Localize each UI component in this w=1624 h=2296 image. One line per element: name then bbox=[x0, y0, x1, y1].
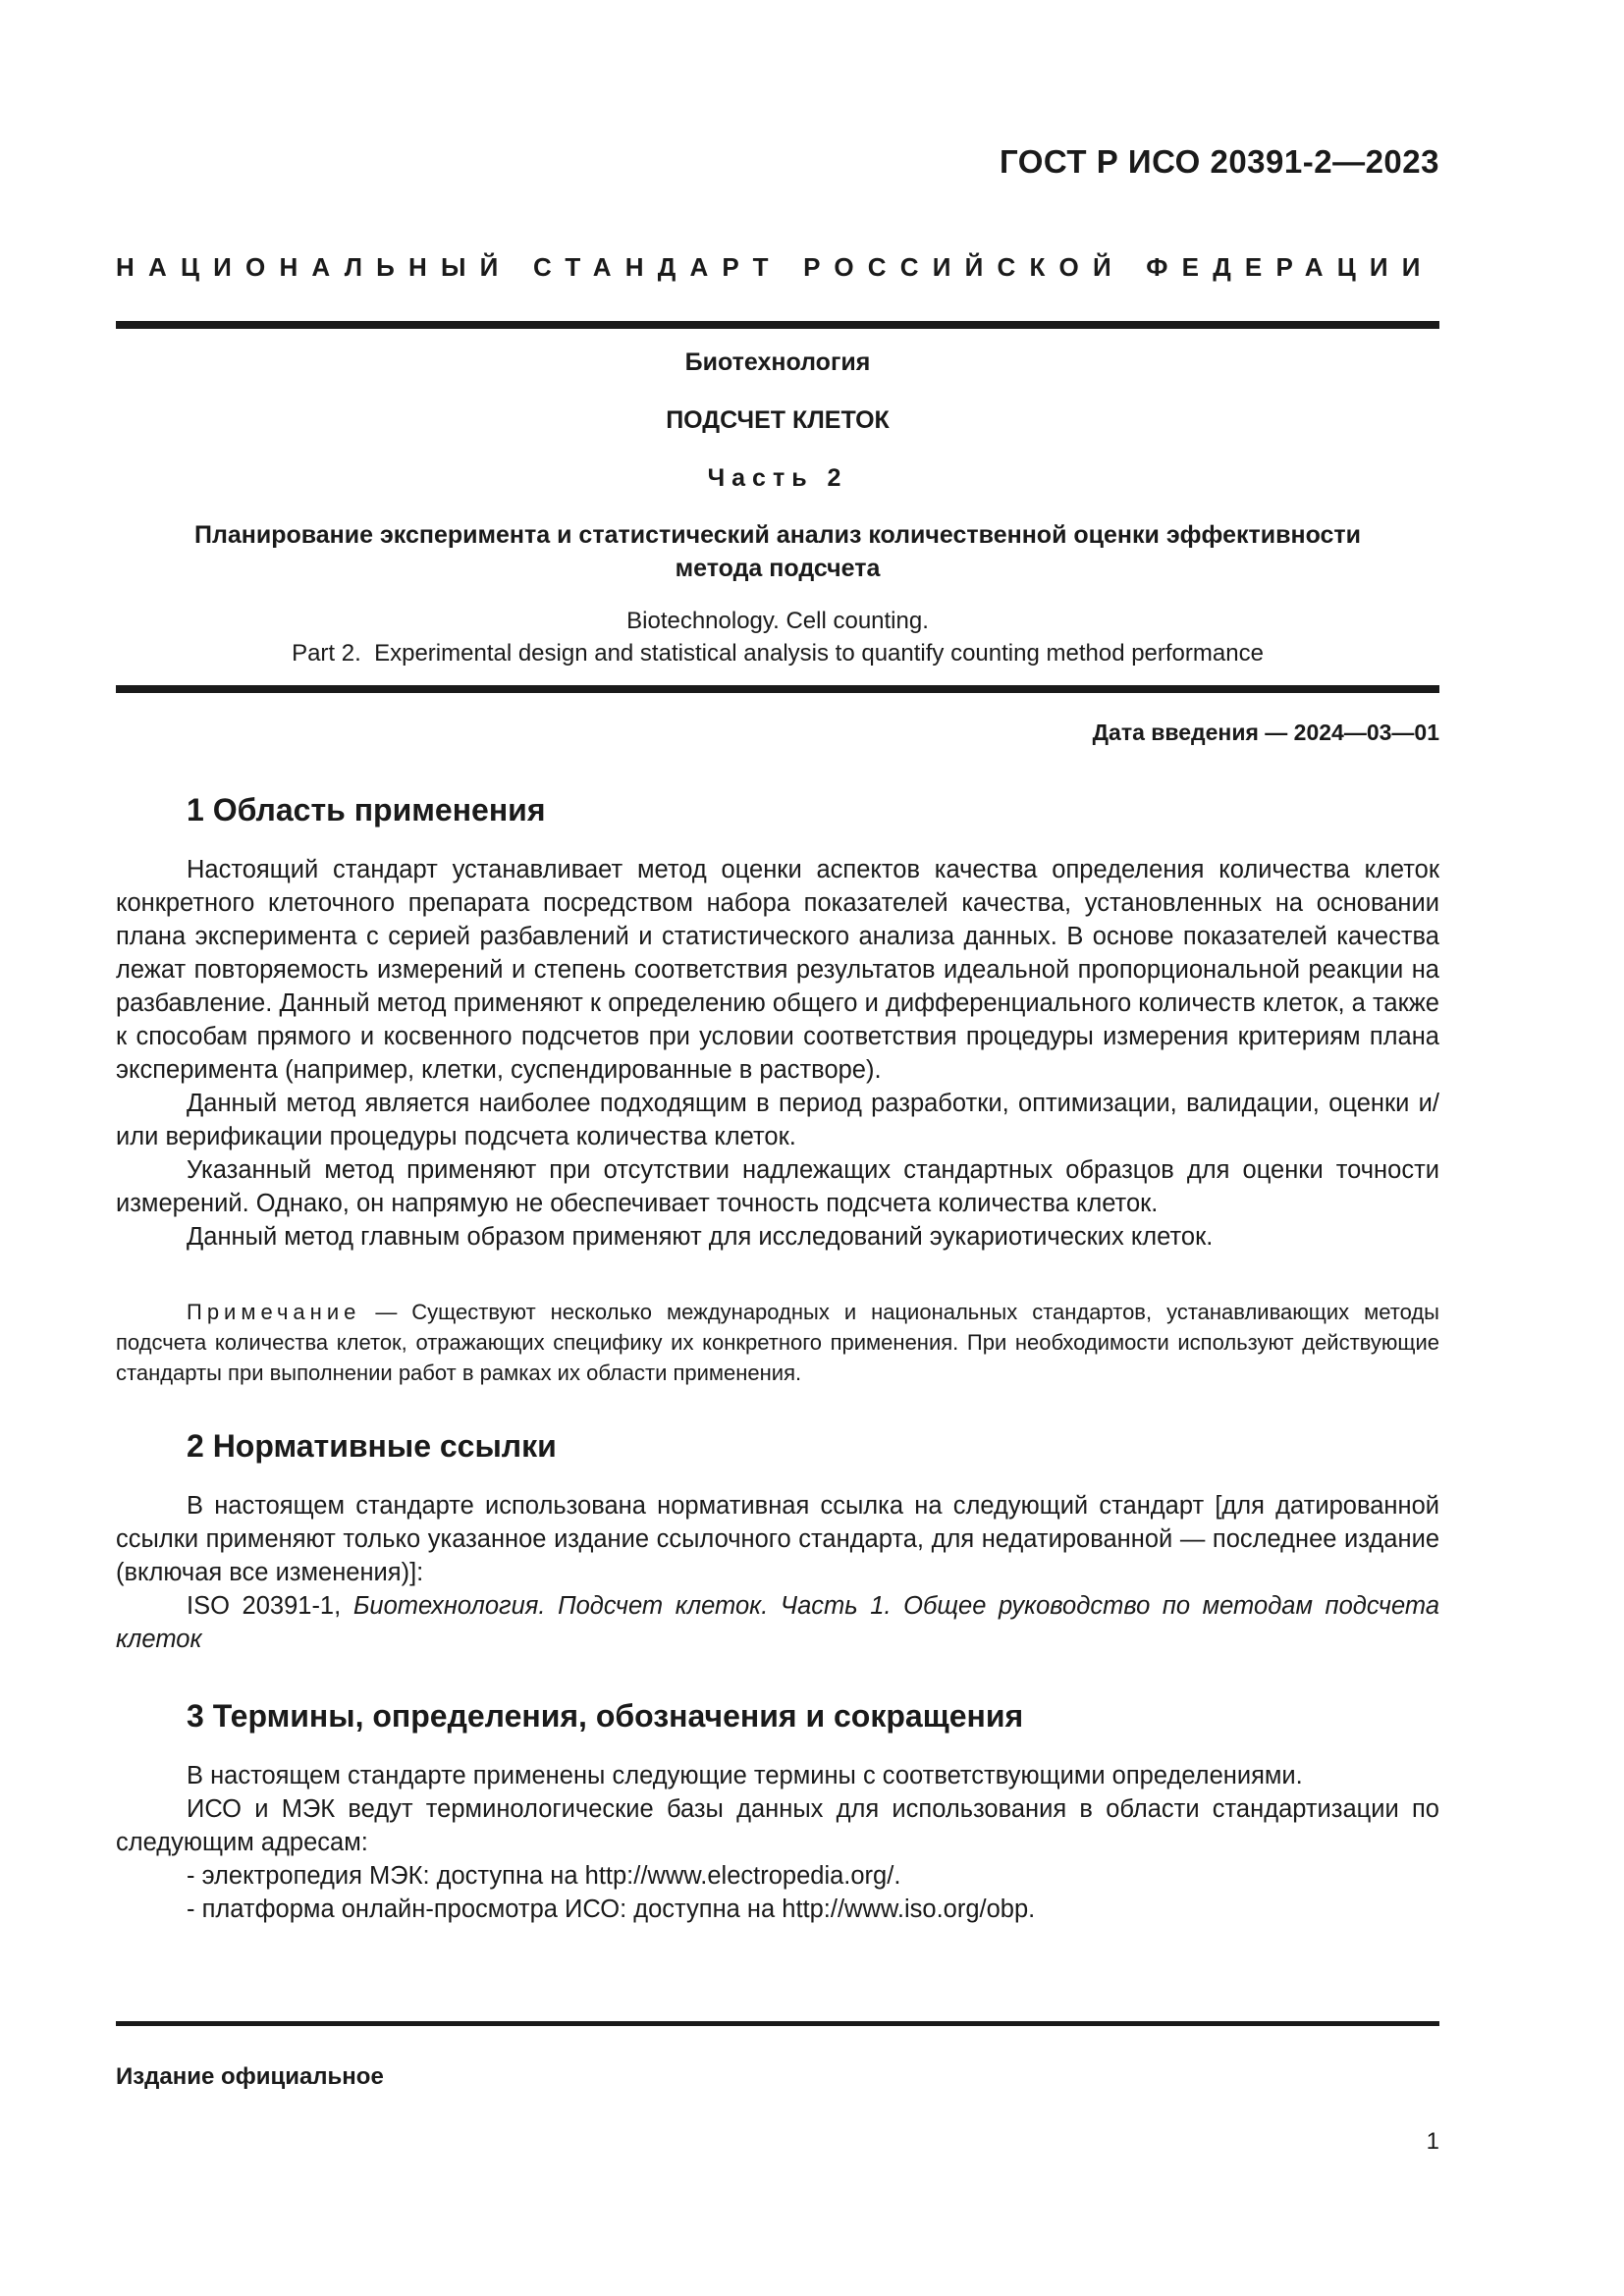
title-english bbox=[116, 605, 1439, 669]
list-item: - платформа онлайн-просмотра ИСО: доступна на http://www.iso.org/obp. bbox=[187, 1896, 1036, 1923]
section2-paragraph: В настоящем стандарте использована нормативная ссылка на следующий стандарт [для датированной ссылки применяют только указанное издание ссылочного стандарта, для недатированной — последнее издание (включая все изменения)]: bbox=[116, 1492, 1439, 1586]
section2-body bbox=[116, 1489, 1439, 1656]
page-number: 1 bbox=[1426, 2128, 1439, 2155]
section3-paragraph: ИСО и МЭК ведут терминологические базы данных для использования в области стандартизации по следующим адресам: bbox=[116, 1795, 1439, 1856]
title-subtitle-line2: метода подсчета bbox=[675, 555, 881, 582]
normative-reference bbox=[116, 1589, 1439, 1656]
section1-paragraph: Данный метод главным образом применяют для исследований эукариотических клеток. bbox=[187, 1223, 1214, 1251]
standard-designation: ГОСТ Р ИСО 20391-2—2023 bbox=[999, 143, 1439, 180]
title-part: Часть 2 bbox=[707, 464, 848, 492]
date-introduced: Дата введения — 2024—03—01 bbox=[1092, 720, 1439, 745]
section1-paragraph: Указанный метод применяют при отсутствии надлежащих стандартных образцов для оценки точности измерений. Однако, он напрямую не обеспечивает точность подсчета количества клеток. bbox=[116, 1156, 1439, 1217]
title-bottom-rule bbox=[116, 685, 1439, 693]
section1-heading: 1 Область применения bbox=[187, 792, 546, 828]
section1-note bbox=[116, 1297, 1439, 1388]
title-english-line2: Part 2. Experimental design and statistical analysis to quantify counting method performance bbox=[292, 640, 1264, 667]
section3-heading: 3 Термины, определения, обозначения и сокращения bbox=[187, 1698, 1024, 1734]
reference-title: Биотехнология. Подсчет клеток. Часть 1. Общее руководство по методам подсчета клеток bbox=[116, 1592, 1439, 1653]
national-standard-banner: НАЦИОНАЛЬНЫЙ СТАНДАРТ РОССИЙСКОЙ ФЕДЕРАЦИИ bbox=[116, 252, 1435, 282]
section2-heading: 2 Нормативные ссылки bbox=[187, 1428, 557, 1464]
footer-rule bbox=[116, 2021, 1439, 2026]
note-text: — Существуют несколько международных и национальных стандартов, устанавливающих методы подсчета количества клеток, отражающих специфику их конкретного применения. При необходимости используют действующие стандарты при выполнении работ в рамках их области применения. bbox=[116, 1300, 1439, 1385]
section1-body bbox=[116, 853, 1439, 1254]
list-item: - электропедия МЭК: доступна на http://www.electropedia.org/. bbox=[187, 1862, 901, 1890]
title-main: ПОДСЧЕТ КЛЕТОК bbox=[666, 406, 890, 434]
top-rule bbox=[116, 321, 1439, 329]
section3-paragraph: В настоящем стандарте применены следующие термины с соответствующими определениями. bbox=[187, 1762, 1303, 1789]
title-field: Биотехнология bbox=[684, 348, 871, 376]
section1-paragraph: Настоящий стандарт устанавливает метод оценки аспектов качества определения количества клеток конкретного клеточного препарата посредством набора показателей качества, установленных на основании плана эксперимента с серией разбавлений и статистического анализа данных. В основе показателей качества лежат повторяемость измерений и степень соответствия результатов идеальной пропорциональной реакции на разбавление. Данный метод применяют к определению общего и дифференциального количеств клеток, а также к способам прямого и косвенного подсчетов при условии соответствия процедуры измерения критериям плана эксперимента (например, клетки, суспендированные в растворе). bbox=[116, 856, 1439, 1084]
title-subtitle-line1: Планирование эксперимента и статистический анализ количественной оценки эффективности bbox=[193, 521, 1362, 549]
section3-body bbox=[116, 1759, 1439, 1926]
section1-paragraph: Данный метод является наиболее подходящим в период разработки, оптимизации, валидации, оценки и/или верификации процедуры подсчета количества клеток. bbox=[116, 1090, 1439, 1150]
official-edition-label: Издание официальное bbox=[116, 2063, 384, 2090]
title-subtitle bbox=[116, 518, 1439, 585]
note-label: Примечание bbox=[187, 1300, 361, 1324]
reference-code: ISO 20391-1, bbox=[187, 1592, 353, 1620]
title-english-line1: Biotechnology. Cell counting. bbox=[626, 608, 929, 634]
